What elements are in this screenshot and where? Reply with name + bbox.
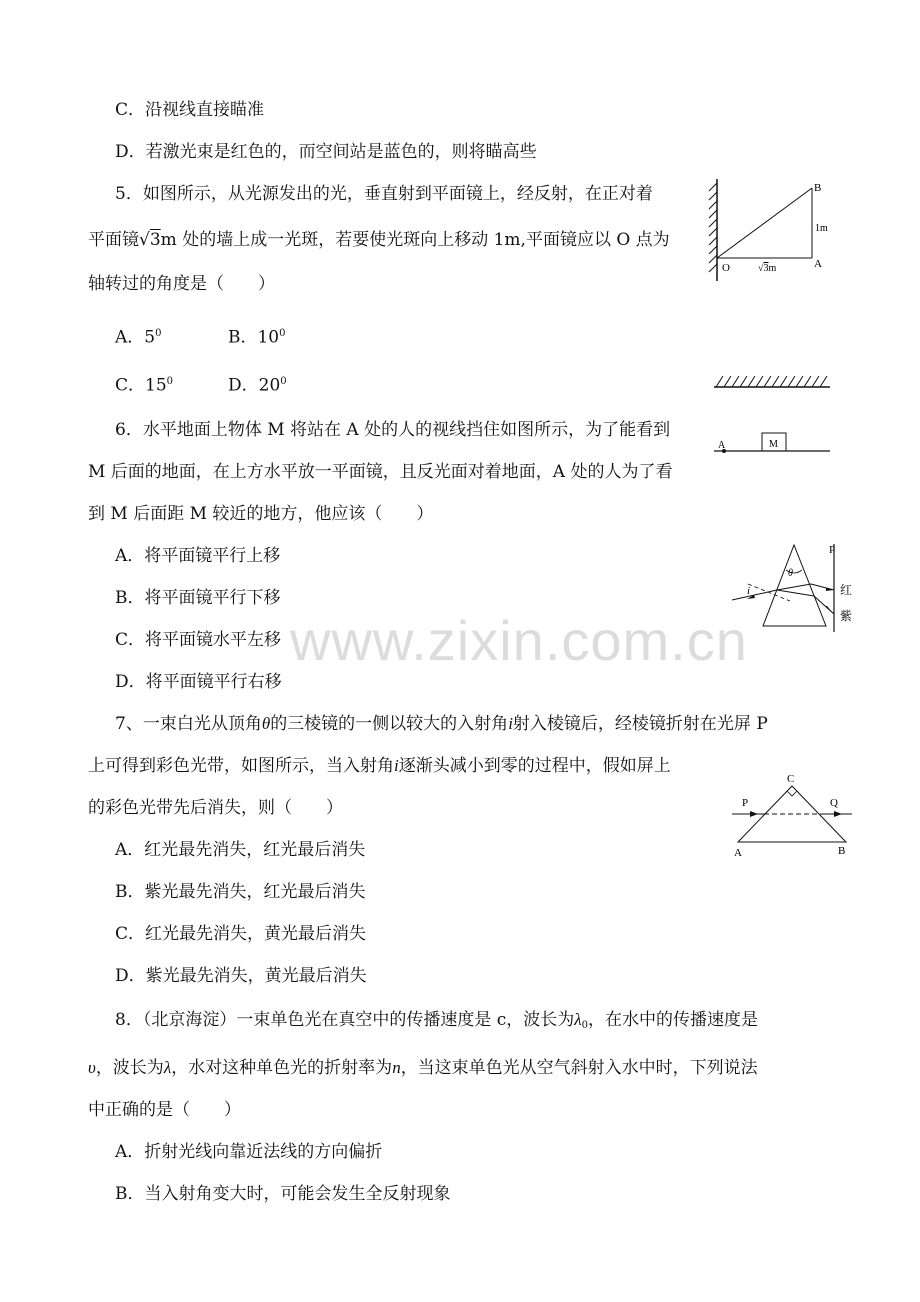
q7-option-d: D．紫光最先消失，黄光最后消失 [115, 966, 367, 986]
q4-option-d: D．若激光束是红色的，而空间站是蓝色的，则将瞄高些 [115, 142, 537, 162]
q4-option-c: C．沿视线直接瞄准 [115, 100, 265, 120]
q5-text-b: m 处的墙上成一光斑，若要使光斑向上移动 1m,平面镜应以 O 点为 [160, 230, 670, 250]
q6-fig-label-a: A [718, 440, 726, 451]
q6-option-d: D．将平面镜平行右移 [115, 672, 282, 692]
q8-prism-figure [728, 770, 852, 860]
q7-option-c: C．红光最先消失，黄光最后消失 [115, 924, 367, 944]
q5-fig-length-1m: 1m [815, 223, 828, 234]
q6-fig-label-m: M [769, 439, 778, 450]
q7-prism-figure [730, 538, 860, 638]
sqrt-radicand: 3 [149, 230, 161, 250]
q5-stem-line3: 轴转过的角度是（ ） [88, 274, 275, 294]
q8-stem-line2: υ，波长为λ，水对这种单色光的折射率为n，当这束单色光从空气斜射入水中时，下列说法 [88, 1058, 758, 1078]
q5-option-d: D．$20^0$ [228, 375, 287, 396]
q5-fig-label-b: B [814, 182, 822, 194]
q7-fig-label-i: i [747, 585, 751, 597]
watermark: www.zixin.com.cn [290, 609, 748, 672]
q6-figure [710, 370, 834, 460]
q7-stem-line3: 的彩色光带先后消失，则（ ） [88, 798, 343, 818]
q6-option-b: B．将平面镜平行下移 [115, 588, 281, 608]
q8-fig-label-q: Q [830, 797, 838, 809]
q7-fig-label-violet: 紫 [840, 609, 853, 623]
q5-option-b: B．$10^0$ [228, 327, 286, 348]
q8-stem-line1: 8．（北京海淀）一束单色光在真空中的传播速度是 c，波长为$\lambda_0$，在水中的传播速度是 [115, 1010, 758, 1031]
q5-stem-line2 [88, 228, 670, 252]
q5-option-c: C．$15^0$ [115, 375, 174, 396]
q5-stem-line1: 5．如图所示，从光源发出的光，垂直射到平面镜上，经反射，在正对着 [115, 184, 653, 204]
q8-option-a: A．折射光线向靠近法线的方向偏折 [115, 1142, 383, 1162]
q5-option-a: A．$5^0$ [115, 327, 162, 348]
q7-stem-line1: 7、一束白光从顶角θ的三棱镜的一侧以较大的入射角i射入棱镜后，经棱镜折射在光屏 P [115, 714, 768, 734]
q6-stem-line2: M 后面的地面，在上方水平放一平面镜，且反光面对着地面，A 处的人为了看 [88, 462, 673, 482]
q5-figure [706, 175, 830, 287]
q6-option-c: C．将平面镜水平左移 [115, 630, 282, 650]
q6-stem-line1: 6．水平地面上物体 M 将站在 A 处的人的视线挡住如图所示，为了能看到 [115, 420, 671, 440]
q5-text-a: 平面镜 [88, 230, 139, 250]
q7-option-a: A．红光最先消失，红光最后消失 [115, 840, 366, 860]
q7-stem-line2: 上可得到彩色光带，如图所示，当入射角i逐渐头减小到零的过程中，假如屏上 [88, 756, 671, 776]
q6-option-a: A．将平面镜平行上移 [115, 546, 281, 566]
q8-fig-label-p: P [742, 797, 749, 809]
q7-option-b: B．紫光最先消失，红光最后消失 [115, 882, 366, 902]
q8-option-b: B．当入射角变大时，可能会发生全反射现象 [115, 1184, 451, 1204]
q8-stem-line3: 中正确的是（ ） [88, 1100, 241, 1120]
q8-fig-label-a: A [734, 847, 742, 859]
q8-fig-label-c: C [787, 773, 795, 785]
q7-fig-label-red: 红 [840, 583, 853, 597]
q5-fig-length-root3: √3m [758, 263, 777, 274]
q8-fig-label-b: B [838, 845, 846, 857]
q7-fig-label-theta: θ [788, 568, 793, 579]
q5-fig-label-o: O [722, 262, 730, 274]
sqrt-sign: √ [139, 230, 150, 250]
q6-stem-line3: 到 M 后面距 M 较近的地方，他应该（ ） [88, 504, 434, 524]
q7-fig-label-p: P [829, 544, 836, 556]
q5-fig-label-a: A [814, 258, 822, 270]
